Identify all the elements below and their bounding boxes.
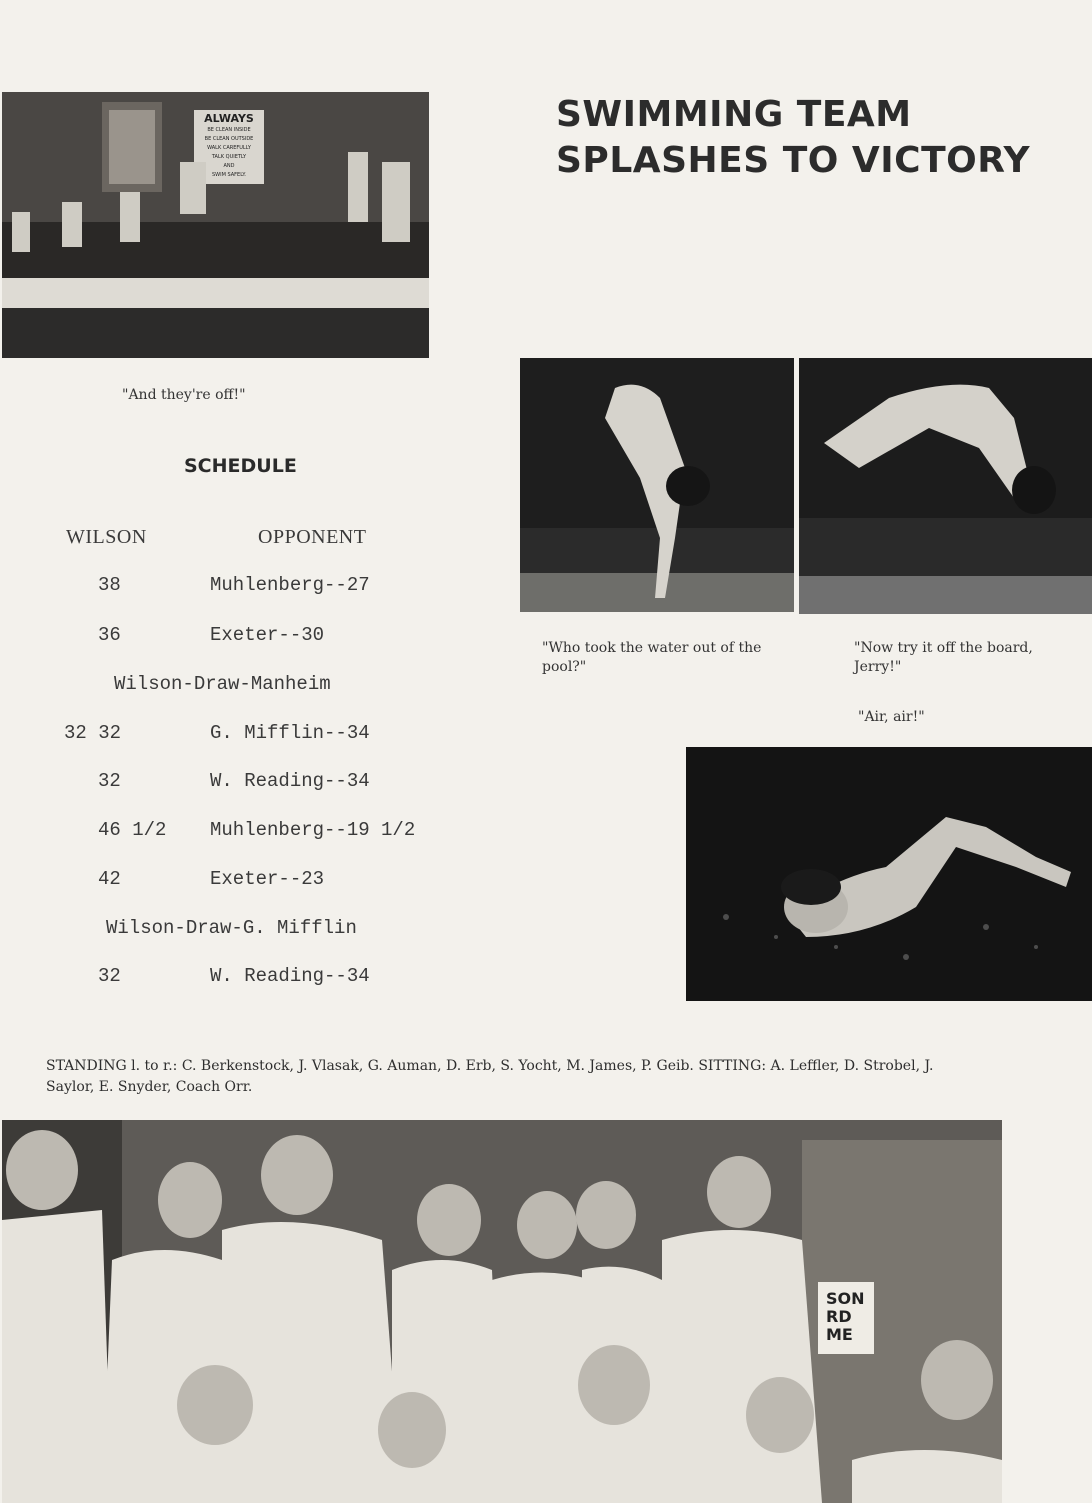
- photo-swimmer: [686, 747, 1092, 1001]
- schedule-note: Wilson-Draw-G. Mifflin: [106, 917, 357, 939]
- pool-sign-line: BE CLEAN OUTSIDE: [204, 136, 254, 142]
- schedule-opponent: G. Mifflin--34: [210, 722, 370, 744]
- team-photo-sign: [826, 1290, 865, 1344]
- team-photo-sign-line: ME: [826, 1325, 853, 1344]
- photo-race-start: [2, 92, 429, 358]
- page-title: [556, 92, 1076, 184]
- pool-sign-line: WALK CAREFULLY: [207, 145, 251, 151]
- schedule-wilson-score: 36: [98, 624, 121, 646]
- schedule-wilson-score: 38: [98, 574, 121, 596]
- photo-dive-left: [520, 358, 794, 612]
- schedule-wilson-score: 46 1/2: [98, 819, 167, 841]
- caption-dive-left: "Who took the water out of the pool?": [542, 640, 762, 675]
- pool-sign: [194, 112, 264, 180]
- pool-sign-line: SWIM SAFELY.: [212, 172, 246, 178]
- schedule-opponent: Exeter--30: [210, 624, 325, 646]
- schedule-heading: SCHEDULE: [184, 455, 297, 477]
- team-photo-sign-line: RD: [826, 1307, 852, 1326]
- schedule-wilson-score: 32: [98, 770, 121, 792]
- team-photo-sign-line: SON: [826, 1289, 865, 1308]
- title-line-2: SPLASHES TO VICTORY: [556, 140, 1031, 181]
- caption-race-start: "And they're off!": [122, 387, 246, 403]
- pool-sign-line: TALK QUIETLY: [211, 154, 247, 160]
- schedule-note: Wilson-Draw-Manheim: [114, 673, 331, 695]
- schedule-opponent: W. Reading--34: [210, 965, 370, 987]
- team-caption: STANDING l. to r.: C. Berkenstock, J. Vlasak, G. Auman, D. Erb, S. Yocht, M. James, P. Geib. SITTING: A. Leffler, D. Strobel, J. Saylor, E. Snyder, Coach Orr.: [46, 1058, 934, 1095]
- schedule-wilson-score: 32 32: [64, 722, 122, 744]
- pool-sign-line: ALWAYS: [204, 112, 254, 125]
- schedule-opponent: W. Reading--34: [210, 770, 370, 792]
- schedule-wilson-score: 32: [98, 965, 121, 987]
- schedule-opponent: Muhlenberg--19 1/2: [210, 819, 416, 841]
- photo-team: [2, 1120, 1002, 1503]
- photo-dive-right: [799, 358, 1092, 614]
- caption-dive-right: "Now try it off the board, Jerry!": [854, 640, 1033, 675]
- caption-swimmer: "Air, air!": [858, 709, 925, 725]
- schedule-opponent: Exeter--23: [210, 868, 325, 890]
- schedule-col-wilson: WILSON: [66, 526, 147, 548]
- schedule-col-opponent: OPPONENT: [258, 526, 367, 548]
- schedule-wilson-score: 42: [98, 868, 121, 890]
- schedule-opponent: Muhlenberg--27: [210, 574, 370, 596]
- pool-sign-line: BE CLEAN INSIDE: [207, 127, 251, 133]
- pool-sign-line: AND: [223, 163, 235, 169]
- title-line-1: SWIMMING TEAM: [556, 94, 912, 135]
